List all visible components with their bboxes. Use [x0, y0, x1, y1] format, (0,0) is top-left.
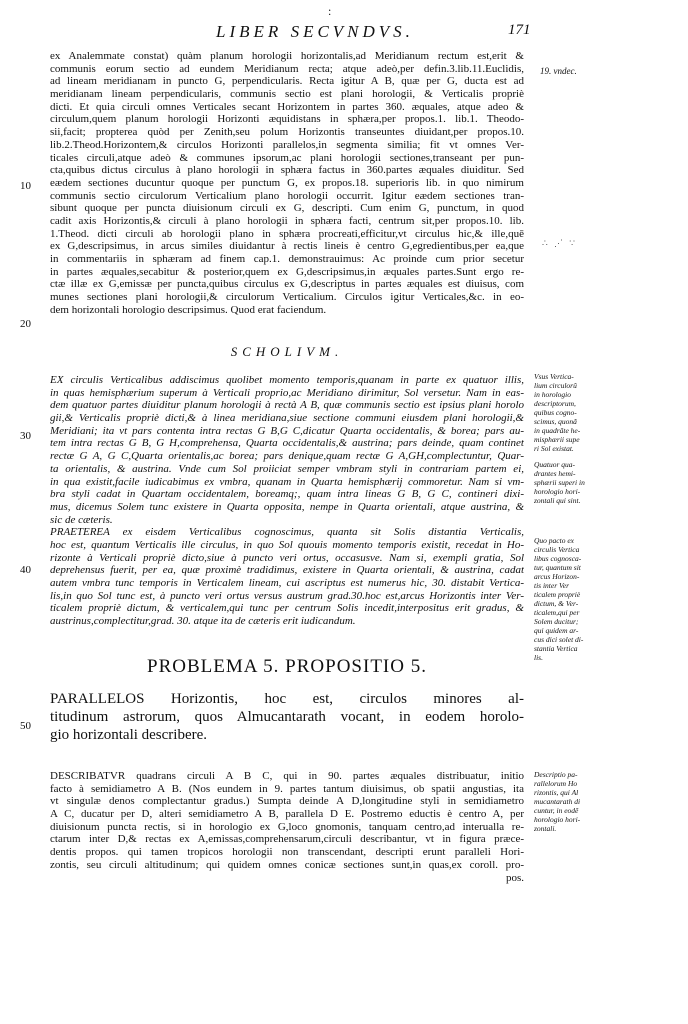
text-line: sibunt quoque per puncta diuisionum circuli ex G, descripti. Cum enim G, punctum, in quod — [50, 202, 524, 215]
line-number: 40 — [20, 564, 31, 576]
running-head: LIBER SECVNDVS. — [216, 22, 414, 41]
text-line: circulum,quem planum horologii Horizonti æquidistans in sphæra,per propos.1. lib.1. Theodo- — [50, 113, 524, 126]
text-line: rectæ G A, G C,Quarta orientalis,ac borea; pars denique,quam rectæ G A,GH,complectuntur, Quar- — [50, 450, 524, 463]
text-line: facto à semidiametro A B. (Nos eundem in 9. partes tantum diuisimus, ob spatii angustias, ita — [50, 782, 524, 795]
text-line: ta orientalis, & austrina. Vnde cum Sol proiiciat semper vmbram styli in contrariam partem ei, — [50, 462, 524, 475]
text-line: PARALLELOS Horizontis, hoc est, circulos minores al- — [50, 691, 524, 707]
proposition-body — [50, 770, 524, 884]
line-number: 10 — [20, 180, 31, 192]
text-line: lib.2.Theod.Horizontem,& circulos Horizonti parallelos,in segmenta similia; fit vt omnes Ver- — [50, 138, 524, 151]
text-line: cadit axis Horizontis,& circuli à plano horologii in sphæra facti, centrum sit,per propos.10. lib. — [50, 214, 524, 227]
line-number: 50 — [20, 720, 31, 732]
text-line: in commentariis in sphæram ad finem cap.1. demonstrauimus: Ac proinde cum prior secetur — [50, 253, 524, 265]
text-line: communis eorum sectio ad eundem Meridianum recta; atque adeò,per defin.3.lib.11.Euclidis, — [50, 62, 524, 75]
text-line: lis,in quo Sol tunc est, à puncto veri ortus versus austrum grad.30.hoc est,arcus Horizontis inter Ver- — [50, 589, 524, 602]
line-number: 20 — [20, 318, 31, 330]
text-line: A C, ducatur per D, alteri semidiametro A B, parallela D E. Postremo eductis è centro A, per — [50, 808, 524, 821]
margin-smudge: ∴ ⋰ ∵ — [542, 238, 577, 248]
text-line: hoc est, quantum Verticalis ille circulus, in quo Sol quouis momento temporis existit, recedat in Ho- — [50, 538, 524, 551]
text-line: ticales circuli,atque adeò & communes ipsorum,ac plani horologii sectiones,transeant per pun- — [50, 151, 524, 164]
scholium-paragraph — [50, 374, 524, 628]
text-line: communis sectio circulorum Verticalium plano horologii occurrit. Igitur eædem sectiones tran- — [50, 189, 524, 202]
text-line: 1.Theod. dicti circuli ab horologii plano in sphæra procreati,efficitur,vt circulus hic,& ille,quē — [50, 227, 524, 240]
text-line: EX circulis Verticalibus addiscimus quolibet momento temporis,quanam in parte ex quatuor illis, — [50, 374, 524, 386]
text-line: deprehensus fuerit, per ea, quæ proximè tradidimus, existere in Quarta orientali, & austrina, cadat — [50, 564, 524, 577]
text-line: dentis propos. qui tamen tropicos horologii non transcendant, descripti erunt paralleli Hori- — [50, 846, 524, 859]
text-line: diuisionum puncta rectis, si in horologio ex G,loco gnomonis, tanquam centro,ad interualla re- — [50, 820, 524, 833]
margin-note-quadrants: Quatuor qua- drantes hemi- sphærii superi in horologio hori- zontali qui sint. — [534, 460, 585, 505]
text-line: ad lineam meridianam in puncto G, perpendicularis. Recta igitur A B, quæ per G, ducta est ad — [50, 75, 524, 88]
text-line: dem quatuor partes diuiditur planum horologii à rectà A B, quæ communis sectio est ipsius plani horolo — [50, 399, 524, 412]
text-line: in quas hemisphærium superum à Verticali proprio,ac Meridiano dirimitur, Sol versetur. Nam in eas- — [50, 386, 524, 399]
scholium-title: SCHOLIVM. — [230, 344, 344, 359]
text-line: ex Analemmate constat) quàm planum horologii horizontalis,ad Meridianum rectum est,erit & — [50, 50, 524, 62]
margin-note-parallels: Descriptio pa- rallelorum Ho rizontis, qui Al mucantarath di cuntur, in eodẽ horologio hori- zontali. — [534, 770, 581, 833]
text-line: gii,& Verticalis propriè dicti,& à linea meridiana,siue sectione communi eiusdem plani horologii,& — [50, 412, 524, 425]
text-line: bra styli cadat in Quartam occidentalem, boreamq;, quam intra lineas G B, G C, contineri dixi- — [50, 488, 524, 501]
text-line: mus, dicemus Solem tunc existere in Quarta opposita, nempe in Quarta orientali, atque austrina, & — [50, 500, 524, 513]
page-number: 171 — [508, 22, 531, 38]
text-line: in qua existit,facile iudicabimus ex vmbra, quanam in Quarta hemisphærij commoretur. Nam si vm- — [50, 475, 524, 488]
text-line: zontis, seu circuli altitudinum; qui quidem omnes conicæ sectiones sunt,in quas,ex coroll. pro- — [50, 858, 524, 871]
margin-note-uses: Vsus Vertica- lium circulorũ in horologio descriptorum, quibus cogno- scimus, quonã in quadrãte he- misphærii supe ri Sol existat. — [534, 372, 581, 453]
text-line: vt singulæ denos complectantur gradus.) Sumpta deinde A D,longitudine styli in semidiametro — [50, 795, 524, 808]
catchword: pos. — [505, 871, 524, 884]
text-line: ctæ illæ ex G,emissæ per puncta,quibus circulus ex G,descriptus in partes æquales est diuisus, com — [50, 278, 524, 291]
text-line: meridianam lineam perpendicularis, communis sectio est plani horologii, & Verticalis propriè — [50, 88, 524, 101]
top-mark: : — [328, 4, 332, 18]
text-line: rizonte à Verticali propriè dicto,siue à puncto veri ortus, occasusve. Nam si, exempli gratia, Sol — [50, 551, 524, 564]
text-line: munes sectiones plani horologii,& circulorum Verticalium. Circulos igitur Verticales,&c. in eo- — [50, 291, 524, 304]
line-number: 30 — [20, 430, 31, 442]
main-paragraph — [50, 50, 524, 316]
text-line: gio horizontali describere. — [50, 727, 208, 743]
text-line: sic de cæteris. — [50, 513, 113, 526]
text-line: eædem sectiones ducuntur quoque per punctum G, ex propos.18. superioris lib. in quo nimirum — [50, 176, 524, 189]
text-line: DESCRIBATVR quadrans circuli A B C, qui in 90. partes æquales distribuatur, initio — [50, 770, 524, 782]
text-line: in partes æquales,secabitur & posterior,quem ex G,descripsimus,in æquales partes.Sunt ergo re- — [50, 265, 524, 278]
proposition-statement — [50, 690, 524, 744]
margin-reference: 19. vndec. — [540, 66, 577, 76]
text-line: Meridiani; ita vt pars contenta intra rectas G B,G C,dicatur Quarta occidentalis, & borea; pars au- — [50, 424, 524, 437]
problem-title: PROBLEMA 5. PROPOSITIO 5. — [147, 656, 427, 677]
text-line: ex G,descripsimus, in arcus similes diuidantur à rectis lineis è centro G,egredientibus,per ea,que — [50, 240, 524, 253]
text-line: dicti. Et quia circuli omnes Verticales secant Horizontem in partes 360. æquales, atque adeo & — [50, 100, 524, 113]
text-line: cta,quibus dictus circulus à plano horologii in sphæra factus in 360.partes æquales diuiditur. Sed — [50, 164, 524, 177]
text-line: PRAETEREA ex eisdem Verticalibus cognoscimus, quanta sit Solis distantia Verticalis, — [50, 526, 524, 539]
text-line: tem intra rectas G B, G H,comprehensa, Quarta occidentalis,& austrina; pars deinde, quam continet — [50, 437, 524, 450]
text-line: titudinum astrorum, quos Almucantarath vocant, in eodem horolo- — [50, 709, 524, 725]
text-line: autem vmbra tunc temporis in Verticalem lineam, cui ascriptus est numerus hic, 30. distabit Vertica- — [50, 577, 524, 589]
text-line: ticalem propriè dictum, & verticalem,qui tunc per centrum Solis incedit,interpositus erit gradus, & — [50, 602, 524, 615]
text-line: austrinus,complectitur,grad. 30. atque ita de cæteris erit iudicandum. — [50, 615, 356, 628]
margin-note-vertical-distance: Quo pacto ex circulis Vertica libus cognosca- tur, quantum sit arcus Horizon- tis inter Ver ticalem propriè dictum, & Ver- ticalem,qui per Solem ducitur; qui quidem ar- cus dici solet di- stantia Vertica lis. — [534, 536, 584, 662]
text-line: sii,facit; propterea quòd per Zenith,seu polum Horizontis transeuntes diuidant,per propos.10. — [50, 126, 524, 139]
text-line: dem horizontali horologio descripsimus. Quod erat faciendum. — [50, 303, 327, 316]
text-line: ctarum inter D,& rectas ex A,emissas,comprehensarum,circuli describantur, vt in figura præce- — [50, 833, 524, 846]
